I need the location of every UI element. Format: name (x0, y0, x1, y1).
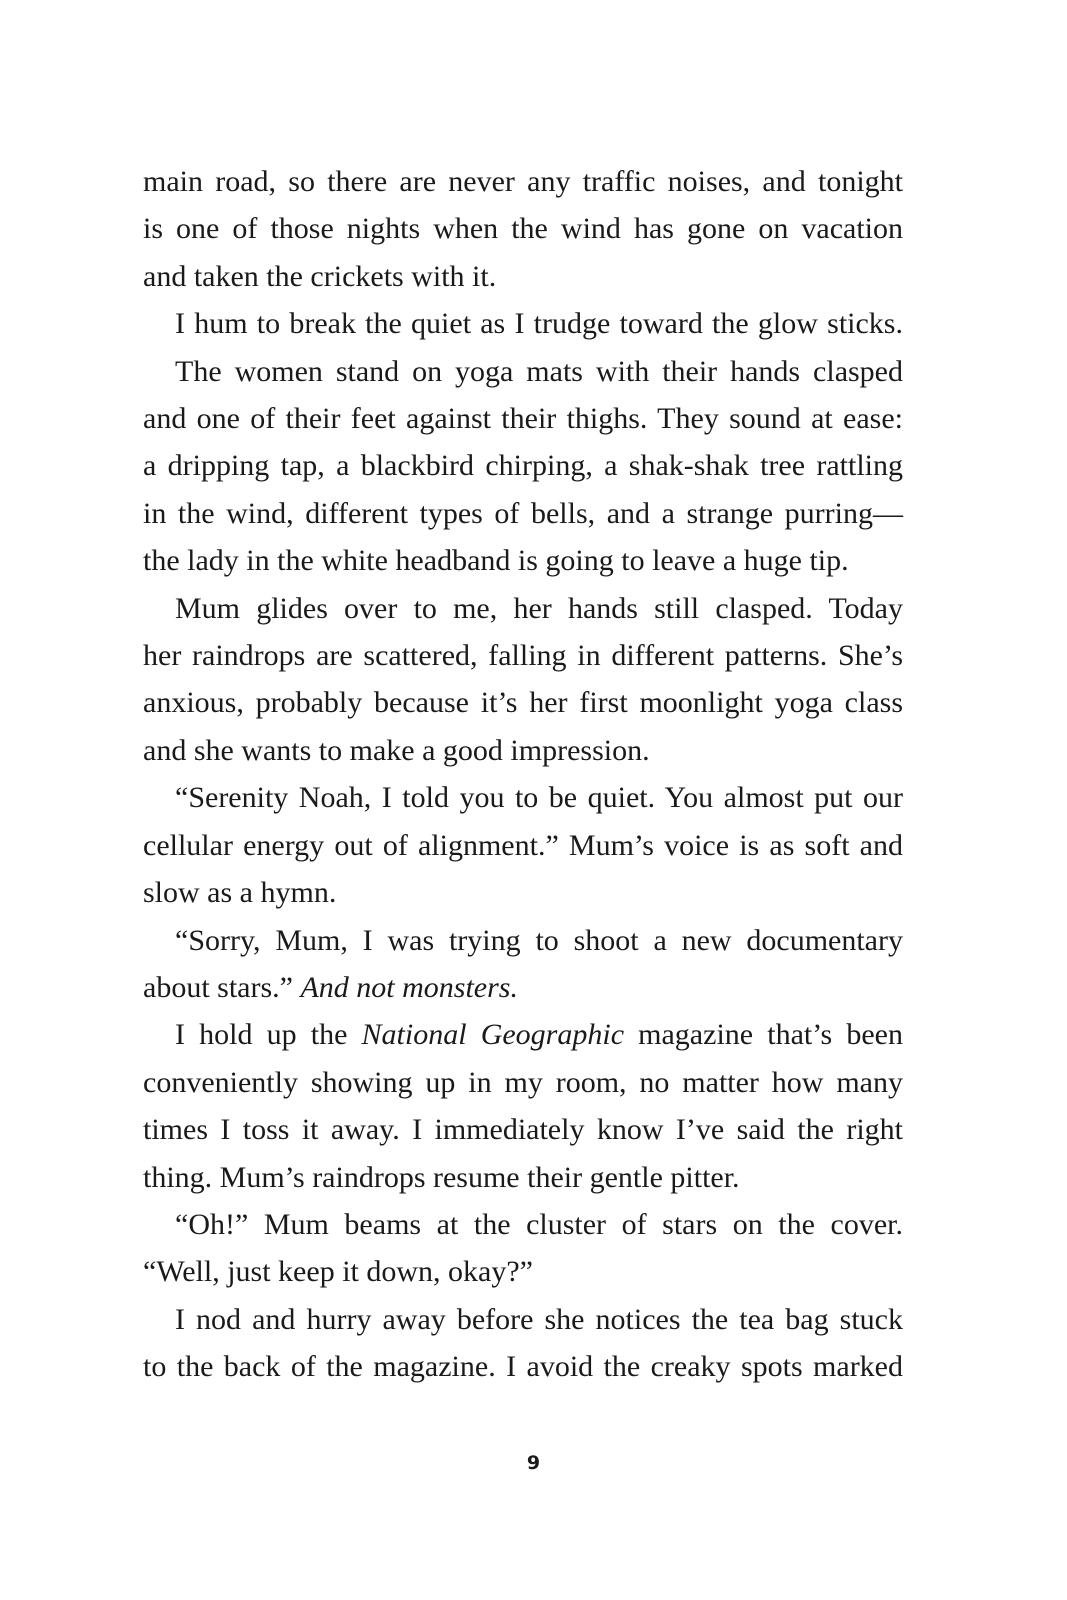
text-run: her raindrops are scattered, falling in different patterns. She’s (143, 639, 903, 673)
text-line (143, 964, 903, 1011)
text-run: magazine that’s been (624, 1018, 903, 1052)
text-run: conveniently showing up in my room, no matter how many (143, 1065, 903, 1099)
text-run: Mum glides over to me, her hands still clasped. Today (175, 591, 903, 625)
text-run: cellular energy out of alignment.” Mum’s voice is as soft and (143, 828, 903, 862)
text-line (143, 1296, 903, 1343)
text-line (143, 442, 903, 489)
text-run: and one of their feet against their thighs. They sound at ease: (143, 402, 903, 436)
text-line (143, 253, 903, 300)
text-line (143, 585, 903, 632)
text-run: about stars.” (143, 970, 301, 1004)
text-line (143, 1059, 903, 1106)
text-run: I hum to break the quiet as I trudge toward the glow sticks. (175, 307, 903, 341)
text-run: and she wants to make a good impression. (143, 733, 650, 767)
text-line (143, 395, 903, 442)
text-line (143, 917, 903, 964)
text-line (143, 205, 903, 252)
text-run: a dripping tap, a blackbird chirping, a shak-shak tree rattling (143, 449, 903, 483)
text-run: I nod and hurry away before she notices the tea bag stuck (175, 1302, 903, 1336)
text-run: “Well, just keep it down, okay?” (143, 1255, 533, 1289)
text-run: I hold up the (175, 1018, 362, 1052)
text-line (143, 1106, 903, 1153)
page-number: 9 (526, 1452, 541, 1474)
text-run: is one of those nights when the wind has gone on vacation (143, 212, 903, 246)
italic-text: National Geographic (361, 1018, 625, 1052)
text-line (143, 1154, 903, 1201)
text-run: “Serenity Noah, I told you to be quiet. You almost put our (175, 781, 903, 815)
text-run: in the wind, different types of bells, and a strange purring— (143, 496, 903, 530)
text-run: times I toss it away. I immediately know I’ve said the right (143, 1113, 903, 1147)
text-line (143, 1011, 903, 1058)
text-run: anxious, probably because it’s her first moonlight yoga class (143, 686, 903, 720)
text-line (143, 300, 903, 347)
text-run: “Sorry, Mum, I was trying to shoot a new documentary (175, 923, 903, 957)
text-line (143, 490, 903, 537)
text-run: to the back of the magazine. I avoid the creaky spots marked (143, 1350, 903, 1384)
text-line (143, 1343, 903, 1390)
text-run: slow as a hymn. (143, 876, 337, 910)
text-line (143, 869, 903, 916)
text-run: and taken the crickets with it. (143, 259, 497, 293)
text-line (143, 774, 903, 821)
text-run: The women stand on yoga mats with their hands clasped (175, 354, 903, 388)
text-run: thing. Mum’s raindrops resume their gentle pitter. (143, 1160, 740, 1194)
text-line (143, 679, 903, 726)
text-run: main road, so there are never any traffic noises, and tonight (143, 165, 903, 198)
text-line (143, 1201, 903, 1248)
text-line (143, 537, 903, 584)
text-run: the lady in the white headband is going to leave a huge tip. (143, 544, 849, 578)
italic-text: And not monsters. (300, 970, 518, 1004)
text-line (143, 158, 903, 205)
text-line (143, 348, 903, 395)
text-line (143, 727, 903, 774)
text-line (143, 1248, 903, 1295)
text-line (143, 822, 903, 869)
text-run: “Oh!” Mum beams at the cluster of stars on the cover. (175, 1207, 903, 1241)
body-text (143, 158, 903, 1391)
text-line (143, 632, 903, 679)
